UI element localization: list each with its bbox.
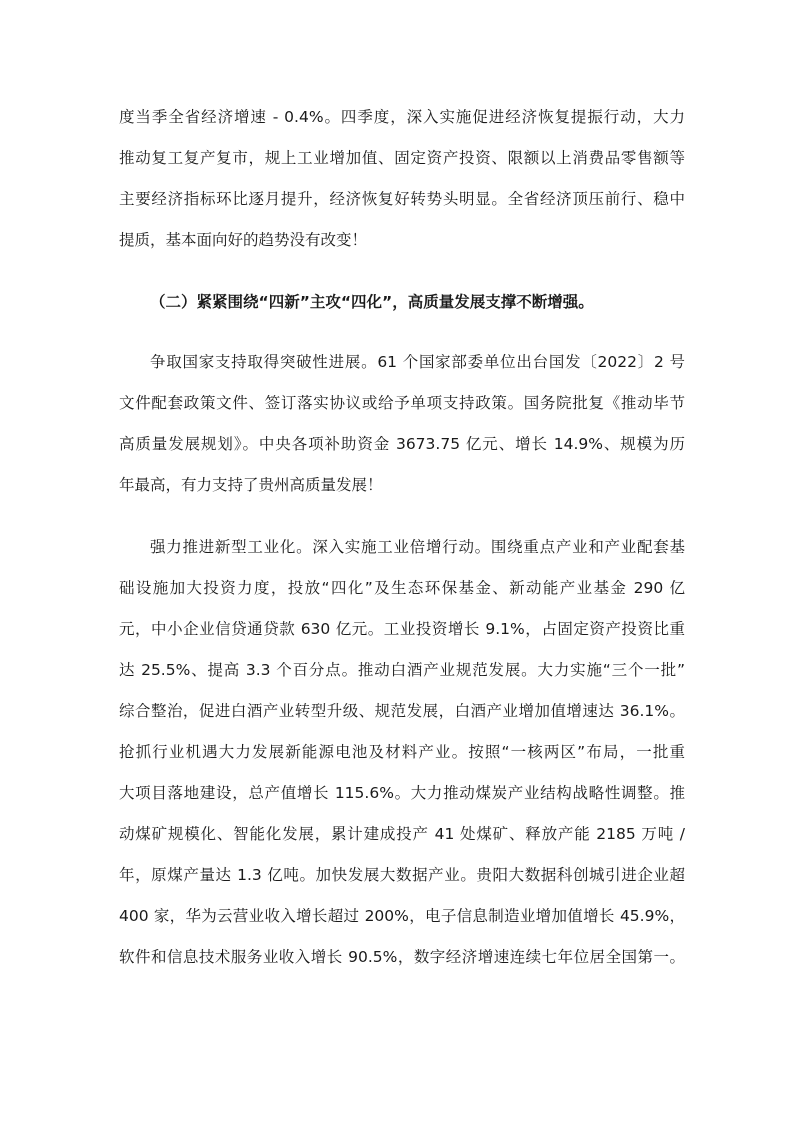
text-line: 强力推进新型工业化。深入实施工业倍增行动。围绕重点产业和产业配套基 [150, 538, 685, 556]
text-line: 主要经济指标环比逐月提升，经济恢复好转势头明显。全省经济顶压前行、稳中 [119, 190, 685, 208]
text-line: 础设施加大投资力度，投放“四化”及生态环保基金、新动能产业基金 290 亿 [119, 579, 685, 597]
text-line: 400 家，华为云营业收入增长超过 200%，电子信息制造业增加值增长 45.9%， [119, 907, 685, 925]
text-line: 综合整治，促进白酒产业转型升级、规范发展，白酒产业增加值增速达 36.1%。 [119, 702, 685, 720]
section-heading [119, 282, 685, 323]
text-line: 度当季全省经济增速 - 0.4%。四季度，深入实施促进经济恢复提振行动，大力 [119, 108, 685, 126]
paragraph-national-support [119, 342, 685, 506]
text-line: 元，中小企业信贷通贷款 630 亿元。工业投资增长 9.1%，占固定资产投资比重 [119, 620, 685, 638]
text-line: 争取国家支持取得突破性进展。61 个国家部委单位出台国发〔2022〕2 号 [150, 353, 685, 371]
text-line: 动煤矿规模化、智能化发展，累计建成投产 41 处煤矿、释放产能 2185 万吨 / [119, 825, 685, 843]
text-line: 推动复工复产复市，规上工业增加值、固定资产投资、限额以上消费品零售额等 [119, 149, 685, 167]
text-line: 抢抓行业机遇大力发展新能源电池及材料产业。按照“一核两区”布局，一批重 [119, 743, 685, 761]
text-line: 年最高，有力支持了贵州高质量发展！ [119, 476, 383, 494]
paragraph-economy-recovery [119, 97, 685, 261]
text-line: 软件和信息技术服务业收入增长 90.5%，数字经济增速连续七年位居全国第一。 [119, 948, 685, 966]
text-line: 达 25.5%、提高 3.3 个百分点。推动白酒产业规范发展。大力实施“三个一批” [119, 661, 685, 679]
text-line: 文件配套政策文件、签订落实协议或给予单项支持政策。国务院批复《推动毕节 [119, 394, 685, 412]
text-line: 大项目落地建设，总产值增长 115.6%。大力推动煤炭产业结构战略性调整。推 [119, 784, 685, 802]
heading-text: （二）紧紧围绕“四新”主攻“四化”，高质量发展支撑不断增强。 [150, 293, 594, 311]
text-line: 提质，基本面向好的趋势没有改变！ [119, 231, 368, 249]
text-line: 年，原煤产量达 1.3 亿吨。加快发展大数据产业。贵阳大数据科创城引进企业超 [119, 866, 685, 884]
paragraph-industrialization [119, 527, 685, 978]
text-line: 高质量发展规划》。中央各项补助资金 3673.75 亿元、增长 14.9%、规模为历 [119, 435, 685, 453]
